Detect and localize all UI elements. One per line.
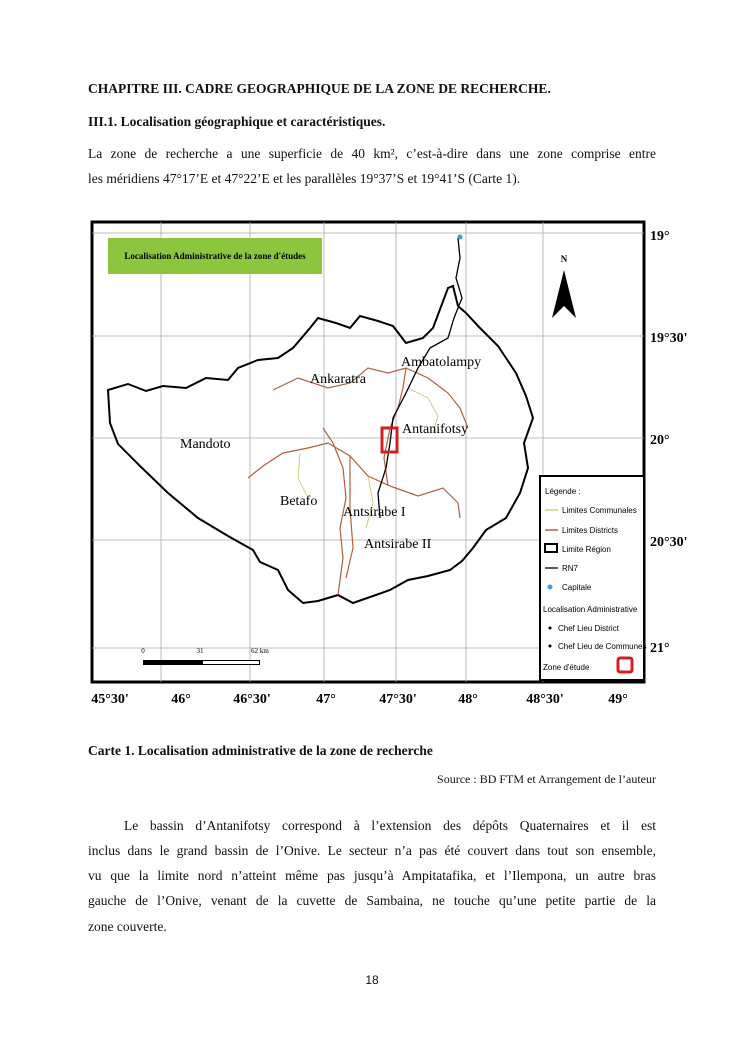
place-ankaratra: Ankaratra [310, 372, 366, 387]
lon-46: 46° [171, 692, 191, 707]
scale-label-62: 62 km [251, 647, 269, 655]
para-line-4: gauche de l’Onive, venant de la cuvette de Sambaina, ne touche qu’une petite partie de la [88, 893, 656, 908]
place-betafo: Betafo [280, 494, 318, 509]
scale-label-31: 31 [196, 647, 204, 655]
map-title: Localisation Administrative de la zone d'études [124, 251, 306, 261]
scale-label-0: 0 [141, 647, 145, 655]
lat-20: 20° [650, 433, 670, 448]
chapter-heading: CHAPITRE III. CADRE GEOGRAPHIQUE DE LA ZONE DE RECHERCHE. [88, 81, 551, 96]
lon-45-30: 45°30' [91, 692, 129, 707]
para-line-1: Le bassin d’Antanifotsy correspond à l’extension des dépôts Quaternaires et il est [124, 818, 656, 833]
para-line-2: inclus dans le grand bassin de l’Onive. Le secteur n’a pas été couvert dans tout son ensemble, [88, 843, 656, 858]
legend-zone: Zone d'étude [543, 663, 590, 672]
intro-line-1: La zone de recherche a une superficie de 40 km², c’est-à-dire dans une zone comprise entre [88, 146, 656, 161]
place-ambatolampy: Ambatolampy [401, 355, 482, 370]
legend-title: Légende : [545, 487, 581, 496]
legend-district-capital: Chef Lieu District [558, 624, 619, 633]
legend-section: Localisation Administrative [543, 605, 638, 614]
lat-21: 21° [650, 641, 670, 656]
place-mandoto: Mandoto [180, 437, 231, 452]
legend-region: Limite Région [562, 545, 611, 554]
legend-capital: Capitale [562, 583, 592, 592]
north-label: N [560, 254, 568, 264]
capital-marker [458, 235, 463, 240]
lon-48: 48° [458, 692, 478, 707]
lat-19: 19° [650, 229, 670, 244]
page-number: 18 [365, 973, 379, 987]
map-caption: Carte 1. Localisation administrative de la zone de recherche [88, 743, 433, 758]
intro-line-2: les méridiens 47°17’E et 47°22’E et les parallèles 19°37’S et 19°41’S (Carte 1). [88, 171, 521, 186]
lon-47: 47° [316, 692, 336, 707]
lat-20-30: 20°30' [650, 535, 688, 550]
place-antsirabe-1: Antsirabe I [343, 505, 406, 520]
para-line-5: zone couverte. [88, 919, 167, 934]
legend-commune-capital: Chef Lieu de Communes [558, 642, 647, 651]
para-line-3: vu que la limite nord n’atteint même pas jusqu’à Ampitatafika, et l’Ilempona, un autre bras [88, 868, 656, 883]
lon-49: 49° [608, 692, 628, 707]
legend-rn7: RN7 [562, 564, 579, 573]
place-antanifotsy: Antanifotsy [402, 422, 469, 437]
lon-48-30: 48°30' [526, 692, 564, 707]
lon-47-30: 47°30' [379, 692, 417, 707]
map-source: Source : BD FTM et Arrangement de l’auteur [437, 772, 656, 786]
legend-communes: Limites Communales [562, 506, 637, 515]
administrative-map [88, 218, 688, 710]
lat-19-30: 19°30' [650, 331, 688, 346]
place-antsirabe-2: Antsirabe II [364, 537, 432, 552]
section-heading: III.1. Localisation géographique et caractéristiques. [88, 114, 386, 129]
legend-districts: Limites Districts [562, 526, 619, 535]
lon-46-30: 46°30' [233, 692, 271, 707]
